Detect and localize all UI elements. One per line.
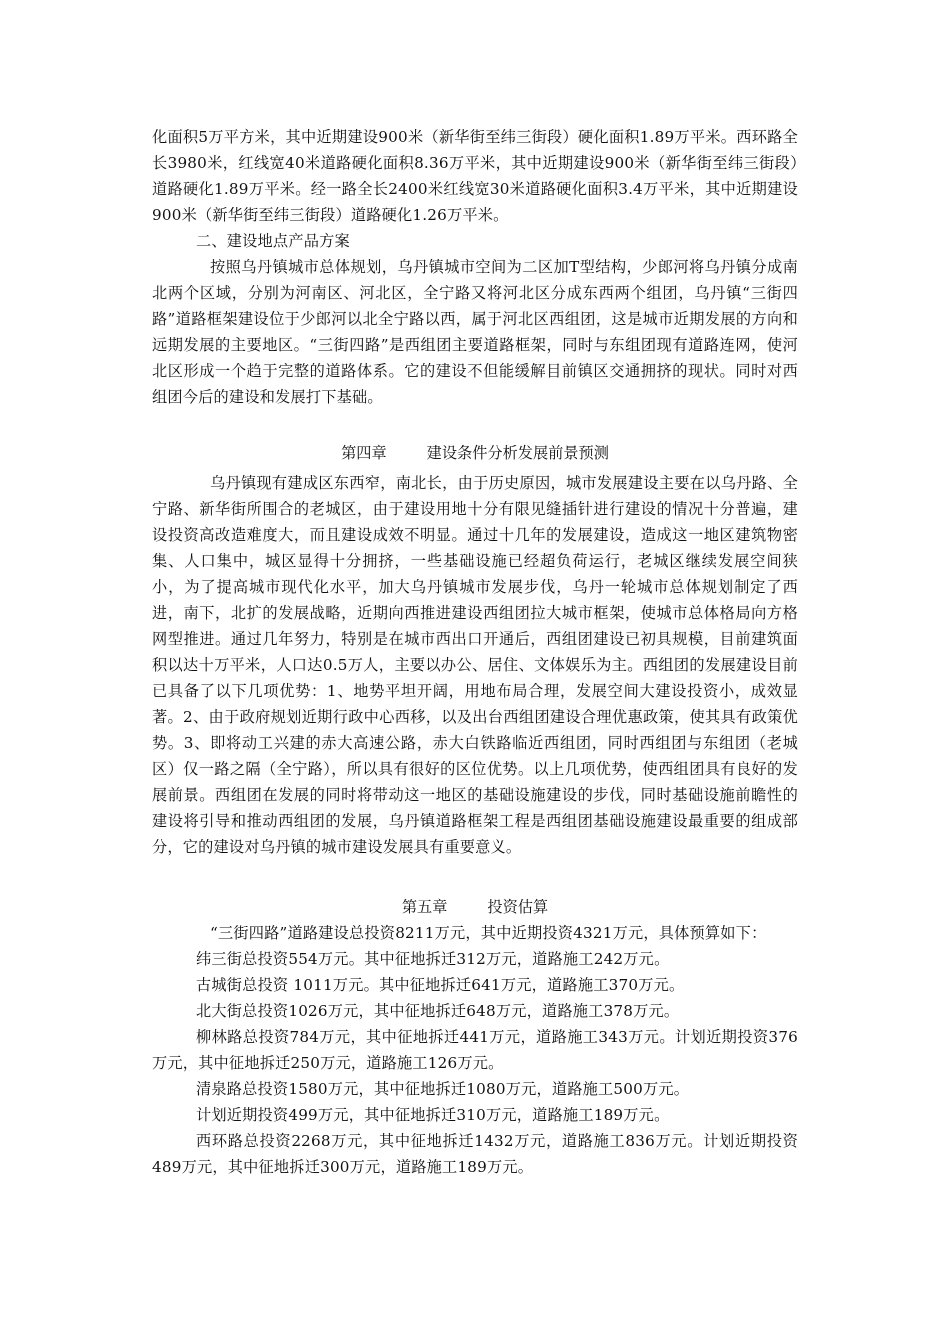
chapter-5-number: 第五章: [401, 898, 448, 916]
investment-total-paragraph: “三街四路”道路建设总投资8211万元，其中近期投资4321万元，具体预算如下：: [210, 924, 767, 942]
chapter-4-paragraph: 乌丹镇现有建成区东西窄，南北长，由于历史原因，城市发展建设主要在以乌丹路、全宁路、新华街所围合的老城区，由于建设用地十分有限见缝插针进行建设的情况十分普遍，建设投资高改造难度大，而且建设成效不明显。通过十几年的发展建设，造成这一地区建筑物密集、人口集中，城区显得十分拥挤，一些基础设施已经超负荷运行，老城区继续发展空间狭小，为了提高城市现代化水平，加大乌丹镇城市发展步伐，乌丹一轮城市总体规划制定了西进，南下，北扩的发展战略，近期向西推进建设西组团拉大城市框架，使城市总体格局向方格网型推进。通过几年努力，特别是在城市西出口开通后，西组团建设已初具规模，目前建筑面积以达十万平米，人口达0.5万人，主要以办公、居住、文体娱乐为主。西组团的发展建设目前已具备了以下几项优势：1、地势平坦开阔，用地布局合理，发展空间大建设投资小，成效显著。2、由于政府规划近期行政中心西移，以及出台西组团建设合理优惠政策，使其具有政策优势。3、即将动工兴建的赤大高速公路，赤大白铁路临近西组团，同时西组团与东组团（老城区）仅一路之隔（全宁路），所以具有很好的区位优势。以上几项优势，使西组团具有良好的发展前景。西组团在发展的同时将带动这一地区的基础设施建设的步伐，同时基础设施前瞻性的建设将引导和推动西组团的发展，乌丹镇道路框架工程是西组团基础设施建设最重要的组成部分，它的建设对乌丹镇的城市建设发展具有重要意义。: [152, 474, 798, 856]
investment-item-liulin: 柳林路总投资784万元，其中征地拆迁441万元，道路施工343万元。计划近期投资376万元，其中征地拆迁250万元，道路施工126万元。: [152, 1028, 798, 1072]
investment-item-qingquan: 清泉路总投资1580万元，其中征地拆迁1080万元，道路施工500万元。: [196, 1080, 690, 1098]
investment-item-qingquan-near-term: 计划近期投资499万元，其中征地拆迁310万元，道路施工189万元。: [196, 1106, 670, 1124]
chapter-5-title: 投资估算: [487, 898, 549, 916]
investment-item-beida: 北大街总投资1026万元，其中征地拆迁648万元，道路施工378万元。: [196, 1002, 680, 1020]
investment-item-xihuan: 西环路总投资2268万元，其中征地拆迁1432万元，道路施工836万元。计划近期投资489万元，其中征地拆迁300万元，道路施工189万元。: [152, 1132, 798, 1176]
chapter-4-number: 第四章: [341, 444, 387, 462]
document-page: [152, 124, 798, 1180]
chapter-5-heading: [152, 894, 798, 920]
site-plan-paragraph: 按照乌丹镇城市总体规划，乌丹镇城市空间为二区加T型结构，少郎河将乌丹镇分成南北两个区域，分别为河南区、河北区，全宁路又将河北区分成东西两个组团，乌丹镇“三街四路”道路框架建设位于少郎河以北全宁路以西，属于河北区西组团，这是城市近期发展的方向和远期发展的主要地区。“三街四路”是西组团主要道路框架，同时与东组团现有道路连网，使河北区形成一个趋于完整的道路体系。它的建设不但能缓解目前镇区交通拥挤的现状。同时对西组团今后的建设和发展打下基础。: [152, 258, 798, 406]
investment-item-weisan: 纬三街总投资554万元。其中征地拆迁312万元，道路施工242万元。: [196, 950, 670, 968]
investment-item-gucheng: 古城街总投资 1011万元。其中征地拆迁641万元，道路施工370万元。: [196, 976, 685, 994]
section-heading-site-plan: 二、建设地点产品方案: [196, 232, 350, 250]
chapter-4-title: 建设条件分析发展前景预测: [426, 444, 609, 462]
chapter-4-heading: [152, 440, 798, 466]
intro-paragraph: 化面积5万平方米，其中近期建设900米（新华街至纬三街段）硬化面积1.89万平米。西环路全长3980米，红线宽40米道路硬化面积8.36万平米，其中近期建设900米（新华街至纬三街段）道路硬化1.89万平米。经一路全长2400米红线宽30米道路硬化面积3.4万平米，其中近期建设900米（新华街至纬三街段）道路硬化1.26万平米。: [152, 128, 798, 224]
